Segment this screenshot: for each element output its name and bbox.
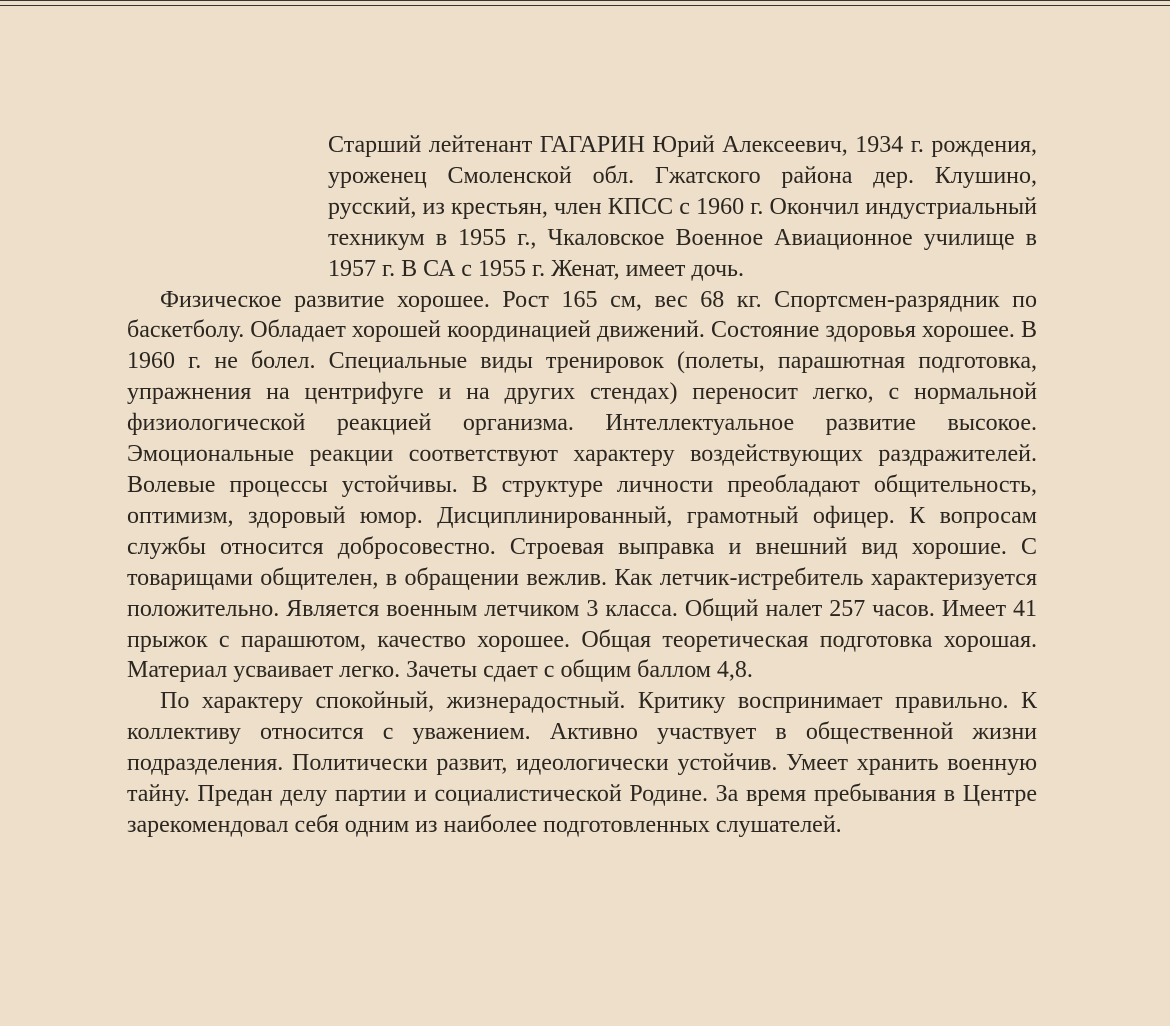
paragraph-physical: Физическое развитие хорошее. Рост 165 см, вес 68 кг. Спортсмен-разрядник по баскетболу. Обладает хорошей координацией движений. Состояние здоровья хорошее. В 1960 г. не болел. Специальные виды тренировок (полеты, парашютная подготовка, упражнения на центрифуге и на других стендах) переносит легко, с нормальной физиологической реакцией организма. Интеллектуальное развитие высокое. Эмоциональные реакции соответствуют характеру воздействующих раздражителей. Волевые процессы устойчивы. В структуре личности преобладают общительность, оптимизм, здоровый юмор. Дисциплинированный, грамотный офицер. К вопросам службы относится добросовестно. Строевая выправка и внешний вид хорошие. С товарищами общителен, в обращении вежлив. Как летчик-истребитель характеризуется положительно. Является военным летчиком 3 класса. Общий налет 257 часов. Имеет 41 прыжок с парашютом, качество хорошее. Общая теоретическая подготовка хорошая. Материал усваивает легко. Зачеты сдает с общим баллом 4,8. bbox=[127, 286, 1037, 684]
document-page bbox=[127, 130, 1037, 841]
top-rule bbox=[0, 0, 1170, 6]
intro-block: Старший лейтенант ГАГАРИН Юрий Алексеевич, 1934 г. рождения, уроженец Смоленской обл. Гжатского района дер. Клушино, русский, из крестьян, член КПСС с 1960 г. Окончил индустриальный техникум в 1955 г., Чкаловское Военное Авиационное училище в 1957 г. В СА с 1955 г. Женат, имеет дочь. bbox=[328, 132, 1037, 282]
paragraph-character: По характеру спокойный, жизнерадостный. Критику воспринимает правильно. К коллективу относится с уважением. Активно участвует в общественной жизни подразделения. Политически развит, идеологически устойчив. Умеет хранить военную тайну. Предан делу партии и социалистической Родине. За время пребывания в Центре зарекомендовал себя одним из наиболее подготовленных слушателей. bbox=[127, 688, 1037, 838]
